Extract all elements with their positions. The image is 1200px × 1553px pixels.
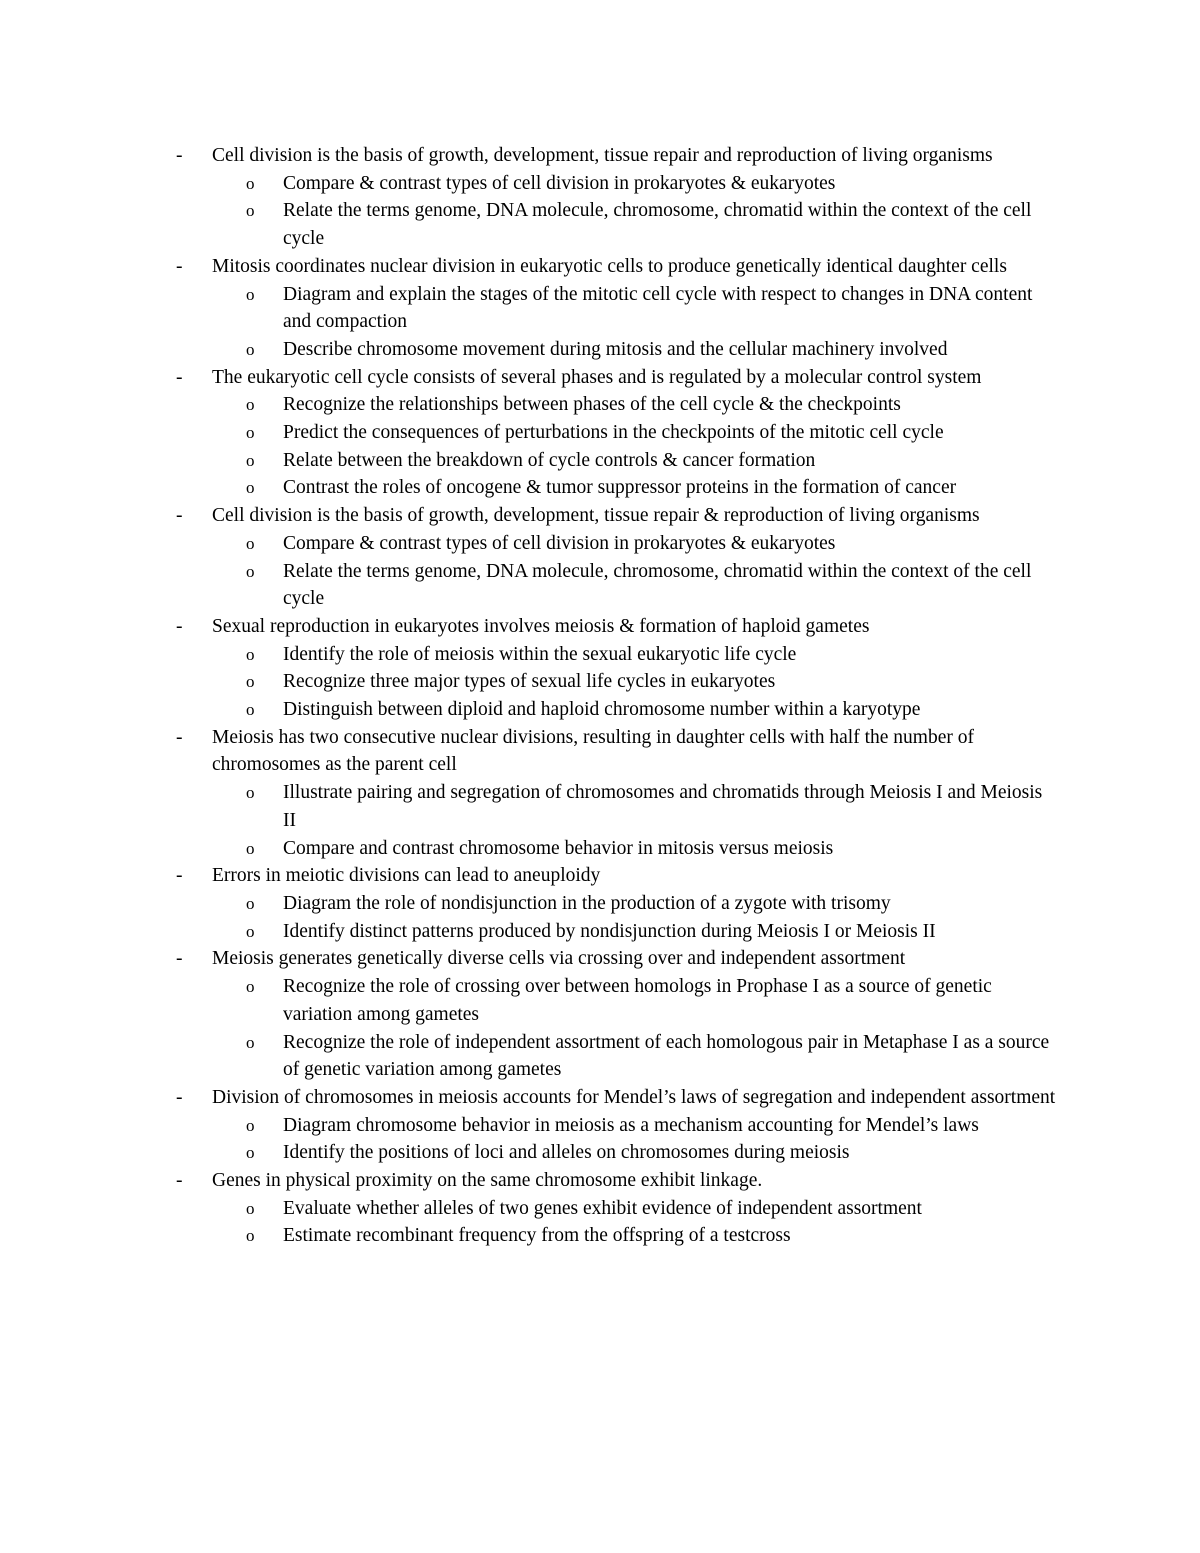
sub-item-text: Diagram and explain the stages of the mitotic cell cycle with respect to changes in DNA content and compaction [283,283,1033,333]
dash-bullet: - [176,726,183,748]
sub-item [246,197,1060,252]
circle-bullet: o [246,561,255,581]
outline-item-text: Genes in physical proximity on the same chromosome exhibit linkage. [212,1170,763,1192]
sub-item [246,641,1060,669]
outline-item [0,862,1060,945]
circle-bullet: o [246,1032,255,1052]
sub-item [246,474,1060,502]
sub-item [246,779,1060,834]
sub-item-text: Diagram the role of nondisjunction in the production of a zygote with trisomy [283,892,891,914]
circle-bullet: o [246,1198,255,1218]
circle-bullet: o [246,893,255,913]
sub-item [246,1222,1060,1250]
sub-item [246,835,1060,863]
outline-item [0,724,1060,863]
circle-bullet: o [246,644,255,664]
circle-bullet: o [246,700,255,720]
sub-item-text: Distinguish between diploid and haploid chromosome number within a karyotype [283,699,921,721]
sub-item-text: Contrast the roles of oncogene & tumor suppressor proteins in the formation of cancer [283,477,957,499]
dash-bullet: - [176,1086,183,1108]
circle-bullet: o [246,450,255,470]
sub-item-text: Compare and contrast chromosome behavior in mitosis versus meiosis [283,837,834,859]
sub-item [246,391,1060,419]
outline-item [0,613,1060,724]
outline-item [0,142,1060,253]
sub-item-text: Identify the positions of loci and alleles on chromosomes during meiosis [283,1142,850,1164]
circle-bullet: o [246,921,255,941]
dash-bullet: - [176,1170,183,1192]
dash-bullet: - [176,255,183,277]
outline-item [0,1084,1060,1167]
sub-item [246,170,1060,198]
circle-bullet: o [246,284,255,304]
outline-item [0,1167,1060,1250]
outline-item-text: Sexual reproduction in eukaryotes involves meiosis & formation of haploid gametes [212,615,870,637]
sub-item-text: Evaluate whether alleles of two genes exhibit evidence of independent assortment [283,1197,922,1219]
sub-item [246,890,1060,918]
dash-bullet: - [176,948,183,970]
circle-bullet: o [246,1143,255,1163]
outline-item-text: The eukaryotic cell cycle consists of several phases and is regulated by a molecular control system [212,366,982,388]
sub-item [246,973,1060,1028]
circle-bullet: o [246,783,255,803]
circle-bullet: o [246,838,255,858]
circle-bullet: o [246,478,255,498]
sub-item [246,1029,1060,1084]
sub-item [246,447,1060,475]
sub-item-text: Relate between the breakdown of cycle controls & cancer formation [283,449,816,471]
sub-item-text: Compare & contrast types of cell division in prokaryotes & eukaryotes [283,532,836,554]
sub-item [246,668,1060,696]
circle-bullet: o [246,672,255,692]
outline-item [0,502,1060,613]
outline-item [0,253,1060,364]
circle-bullet: o [246,395,255,415]
sub-item [246,281,1060,336]
sub-item-text: Predict the consequences of perturbations in the checkpoints of the mitotic cell cycle [283,422,944,444]
sub-item-text: Recognize the relationships between phases of the cell cycle & the checkpoints [283,394,901,416]
outline-item-text: Meiosis has two consecutive nuclear divisions, resulting in daughter cells with half the number of chromosomes as the parent cell [212,726,974,776]
dash-bullet: - [176,505,183,527]
sub-item-text: Identify the role of meiosis within the sexual eukaryotic life cycle [283,643,797,665]
sub-item-text: Recognize the role of crossing over between homologs in Prophase I as a source of genetic variation among gametes [283,976,992,1025]
outline-item-text: Mitosis coordinates nuclear division in eukaryotic cells to produce genetically identical daughter cells [212,255,1007,277]
sub-item-text: Describe chromosome movement during mitosis and the cellular machinery involved [283,338,948,360]
sub-item-text: Recognize three major types of sexual life cycles in eukaryotes [283,671,776,693]
circle-bullet: o [246,1115,255,1135]
sub-item [246,918,1060,946]
sub-item-text: Recognize the role of independent assortment of each homologous pair in Metaphase I as a source of genetic variation among gametes [283,1031,1050,1081]
dash-bullet: - [176,366,183,388]
circle-bullet: o [246,339,255,359]
outline-item-text: Division of chromosomes in meiosis accounts for Mendel’s laws of segregation and independent assortment [212,1086,1056,1108]
circle-bullet: o [246,173,255,193]
sub-item [246,696,1060,724]
sub-item-text: Compare & contrast types of cell division in prokaryotes & eukaryotes [283,172,836,194]
outline-item-text: Meiosis generates genetically diverse cells via crossing over and independent assortment [212,948,906,970]
outline-item [0,364,1060,503]
sub-item [246,336,1060,364]
dash-bullet: - [176,865,183,887]
sub-item [246,530,1060,558]
sub-item [246,1195,1060,1223]
outline-item [0,945,1060,1084]
sub-item-text: Illustrate pairing and segregation of chromosomes and chromatids through Meiosis I and Meiosis II [283,782,1043,831]
sub-item-text: Estimate recombinant frequency from the offspring of a testcross [283,1225,791,1247]
sub-item-text: Diagram chromosome behavior in meiosis as a mechanism accounting for Mendel’s laws [283,1114,979,1136]
circle-bullet: o [246,423,255,443]
dash-bullet: - [176,145,183,166]
document-body [0,142,1200,1250]
sub-item-text: Relate the terms genome, DNA molecule, chromosome, chromatid within the context of the cell cycle [283,200,1032,250]
circle-bullet: o [246,1226,255,1246]
sub-item [246,1112,1060,1140]
sub-item-text: Relate the terms genome, DNA molecule, chromosome, chromatid within the context of the cell cycle [283,560,1032,610]
sub-item [246,558,1060,613]
sub-item [246,1139,1060,1167]
circle-bullet: o [246,977,255,997]
sub-item [246,419,1060,447]
sub-item-text: Identify distinct patterns produced by nondisjunction during Meiosis I or Meiosis II [283,920,936,942]
dash-bullet: - [176,615,183,637]
outline-item-text: Cell division is the basis of growth, development, tissue repair & reproduction of living organisms [212,505,980,527]
outline-item-text: Errors in meiotic divisions can lead to aneuploidy [212,865,601,887]
outline-item-text: Cell division is the basis of growth, development, tissue repair and reproduction of living organisms [212,145,993,166]
circle-bullet: o [246,533,255,553]
circle-bullet: o [246,201,255,221]
